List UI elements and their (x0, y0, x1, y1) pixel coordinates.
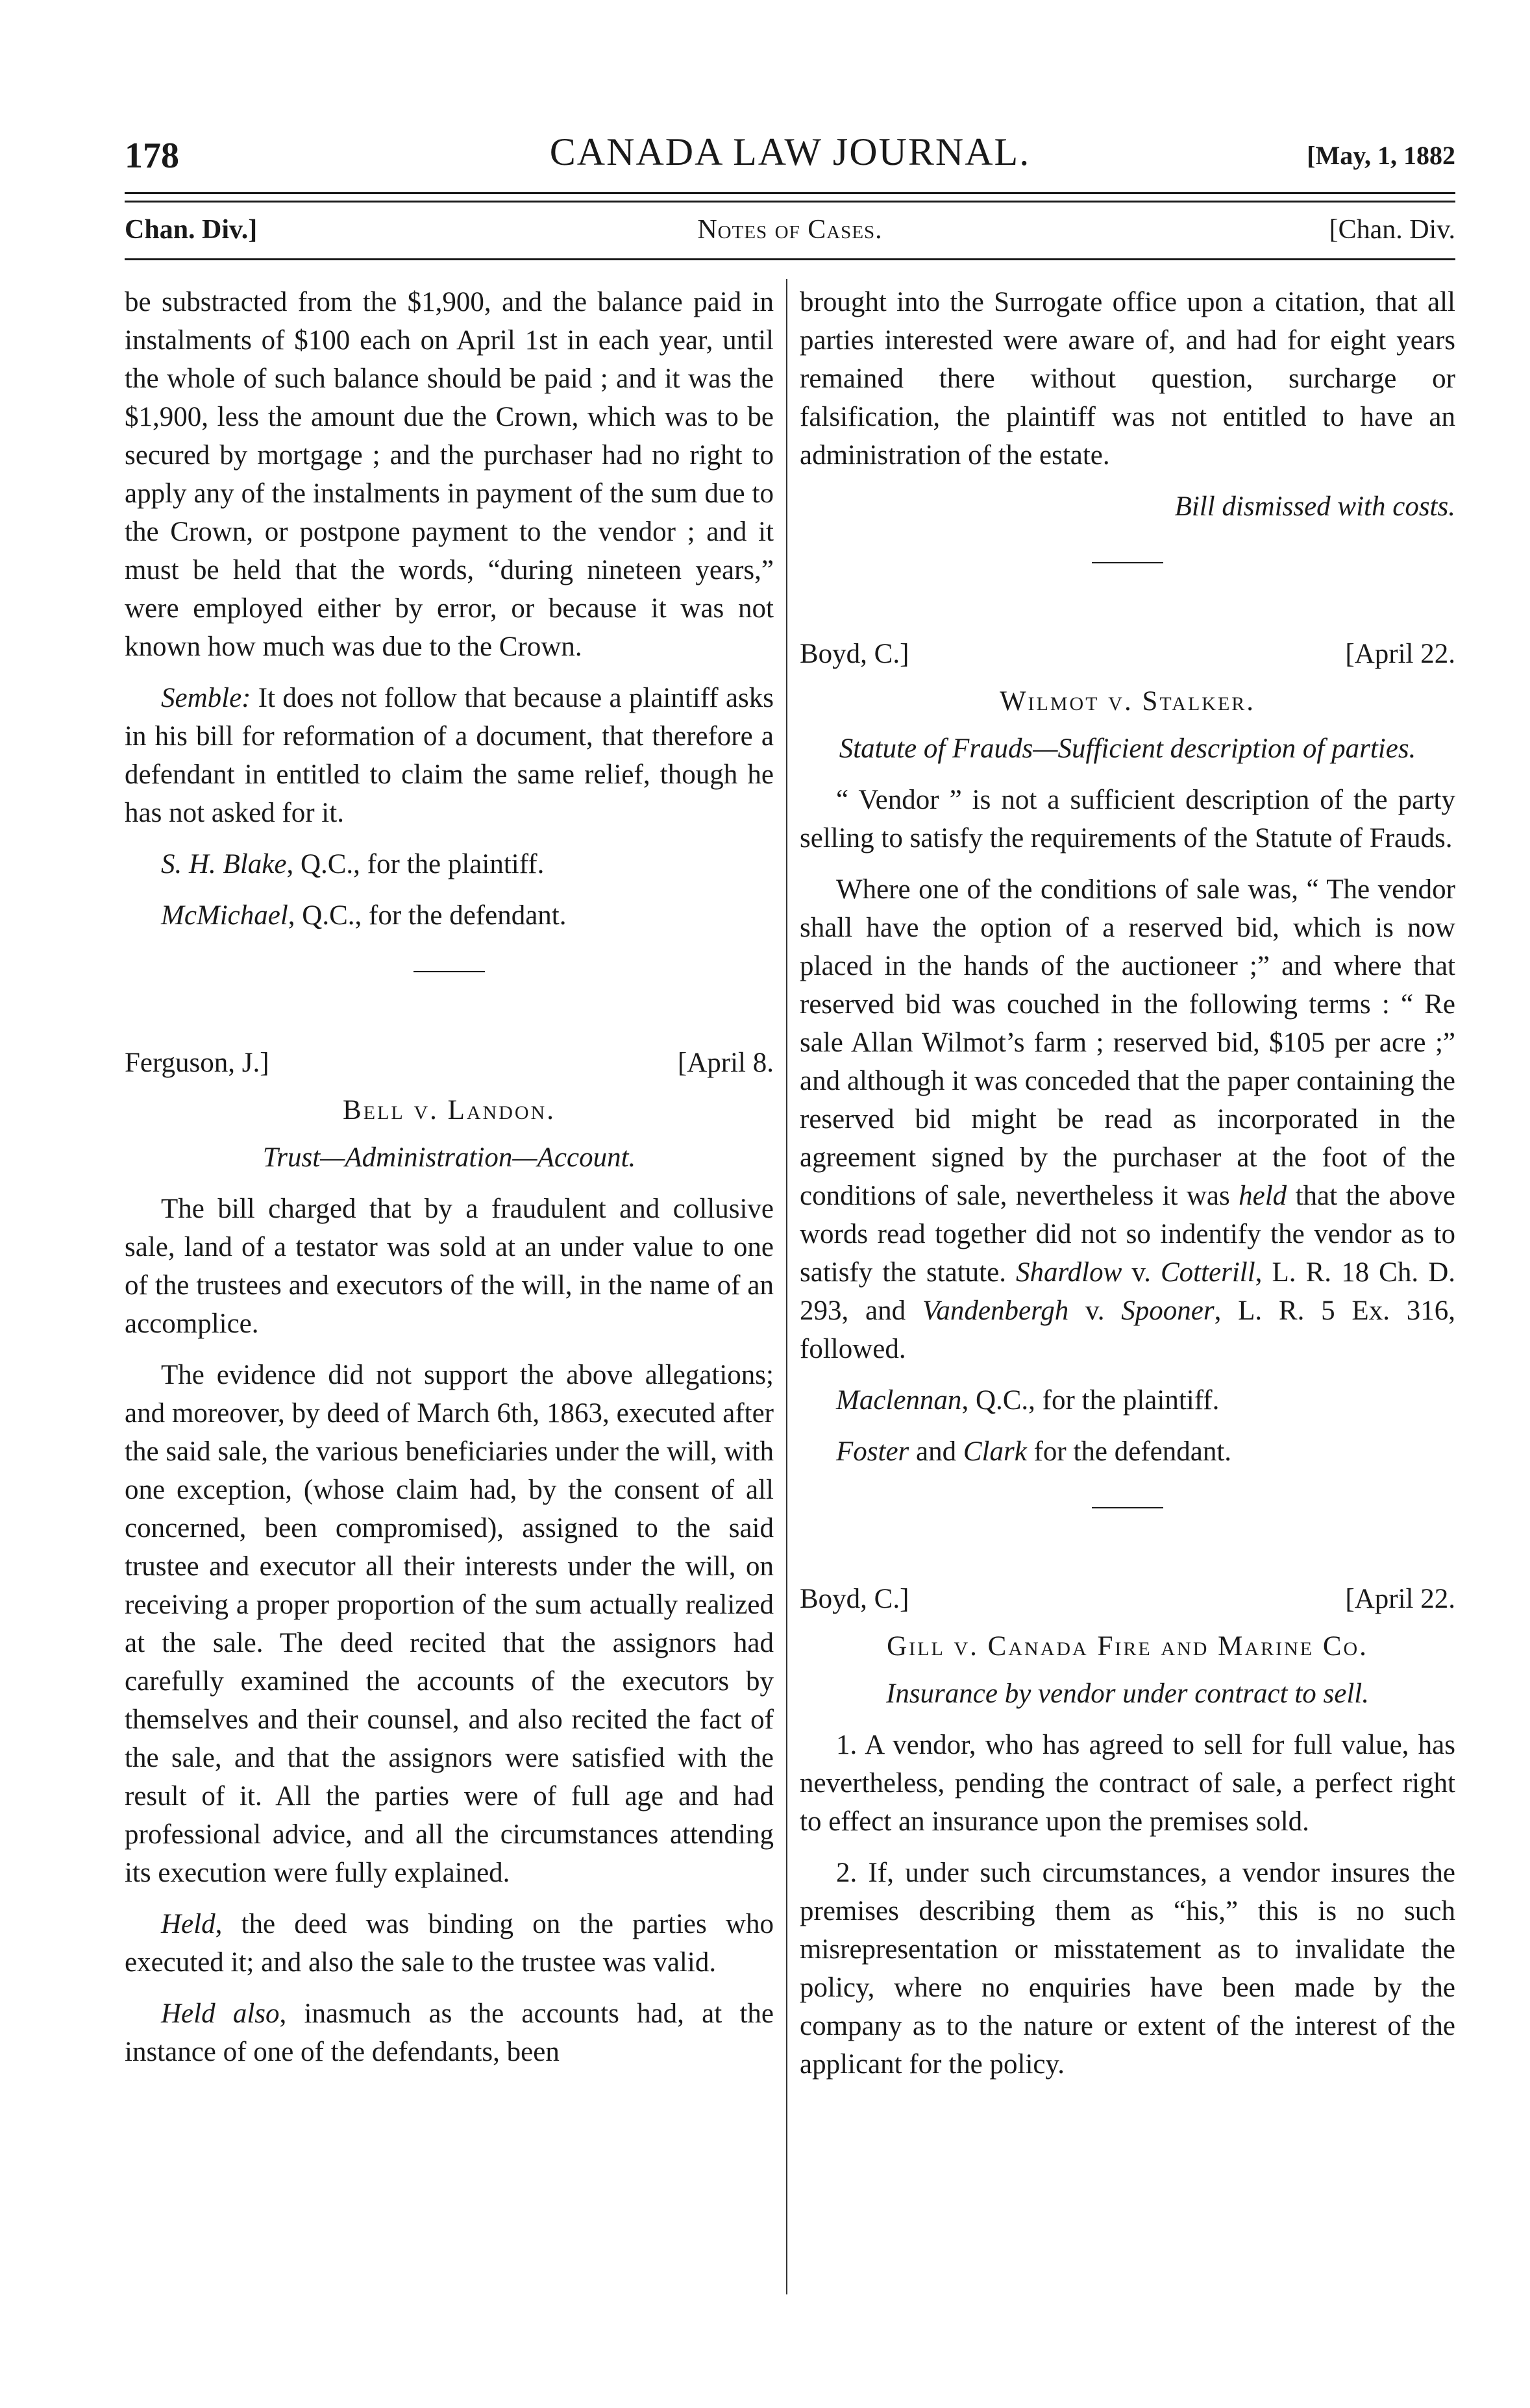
case-subject: Statute of Frauds—Sufficient description of parties. (839, 733, 1416, 764)
para-text: Where one of the conditions of sale was, “ The vendor shall have the option of a reserved bid, which is now placed in the hands of the auctioneer ;” and where that reserved bid was couched in the following terms : “ Re sale Allan Wilmot’s farm ; reserved bid, $105 per acre ;” and although it was conceded that the paper containing the reserved bid might be read as incorporated in the agreement signed by the purchaser at the foot of the conditions of sale, nevertheless it was (800, 874, 1455, 1211)
counsel-name: Maclennan (836, 1385, 962, 1416)
judgment-date: [April 8. (677, 1048, 774, 1078)
disposition-text: Bill dismissed with costs. (1174, 491, 1455, 522)
citation-ref: , L. R. 18 Ch. D. 293, and (800, 1257, 1456, 1326)
counsel-name: Clark (963, 1436, 1027, 1467)
citation-party: Spooner (1121, 1296, 1215, 1326)
section-left: Chan. Div.] (125, 215, 258, 245)
case-paragraph: 1. A vendor, who has agreed to sell for full value, has nevertheless, pending the contract of sale, a perfect right to effect an insurance upon the premises sold. (800, 1730, 1455, 1837)
case-judge-line (800, 635, 1455, 673)
semble-paragraph (125, 679, 774, 832)
disposition (800, 487, 1455, 526)
continuation-paragraph: be substracted from the $1,900, and the balance paid in instalments of $100 each on April 1st in each year, until the whole of such balance should be paid ; and it was the $1,900, less the amount due the Crown, which was to be secured by mortgage ; and the purchaser had no right to apply any of the instalments in payment of the sum due to the Crown, or postpone payment to the vendor ; and it must be held that the words, “during nineteen years,” were employed either by error, or because it was not known how much was due to the Crown. (125, 287, 774, 662)
counsel-line (125, 896, 774, 935)
citation-v: v. (1068, 1296, 1122, 1326)
case-paragraph: The bill charged that by a fraudulent and collusive sale, land of a testator was sold at an under value to one of the trustees and executors of the will, in the name of an accomplice. (125, 1194, 774, 1339)
held-paragraph (125, 1905, 774, 1982)
counsel-and: and (909, 1436, 963, 1467)
judge-name: Boyd, C.] (800, 639, 909, 669)
case-separator (1092, 1507, 1163, 1508)
section-header (125, 214, 1455, 253)
running-head (125, 130, 1455, 182)
case-title: Bell v. Landon. (343, 1095, 556, 1125)
section-right: [Chan. Div. (1329, 215, 1455, 245)
held-text: , the deed was binding on the parties who executed it; and also the sale to the trustee was valid. (125, 1909, 774, 1978)
case-title: Gill v. Canada Fire and Marine Co. (887, 1631, 1368, 1662)
semble-text: It does not follow that because a plaintiff asks in his bill for reformation of a document, that therefore a defendant in entitled to claim the same relief, though he has not asked for it. (125, 683, 774, 828)
counsel-role: , Q.C., for the plaintiff. (961, 1385, 1220, 1416)
held-also-text: , inasmuch as the accounts had, at the instance of one of the defendants, been (125, 1998, 774, 2067)
counsel-line (800, 1432, 1455, 1471)
citation-ref: , L. R. 5 Ex. 316, followed. (800, 1296, 1455, 1364)
citation-party: Shardlow (1016, 1257, 1122, 1288)
counsel-name: McMichael (161, 900, 288, 931)
case-paragraph: 2. If, under such circumstances, a vendor insures the premises describing them as “his,” this is no such misrepresentation or misstatement as to invalidate the policy, where no enquiries have been made by the company as to the nature or extent of the interest of the applicant for the policy. (800, 1858, 1455, 2080)
counsel-name: S. H. Blake (161, 849, 287, 879)
case-subject: Trust—Administration—Account. (262, 1142, 636, 1173)
continuation-paragraph: brought into the Surrogate office upon a citation, that all parties interested were aware of, and had for eight years remained there without question, surcharge or falsification, the plaintiff was not entitled to have an administration of the estate. (800, 287, 1455, 471)
page-number: 178 (125, 136, 179, 176)
para-text: that the above words read together did not so indentify the vendor as to satisfy the statute. (800, 1181, 1455, 1288)
judge-name: Ferguson, J.] (125, 1048, 269, 1078)
counsel-role: for the defendant. (1026, 1436, 1232, 1467)
issue-date: [May, 1, 1882 (1307, 141, 1455, 170)
citation-party: Cotterill (1160, 1257, 1255, 1288)
held-label: Held (161, 1909, 216, 1939)
counsel-line (800, 1381, 1455, 1419)
counsel-role: , Q.C., for the defendant. (288, 900, 567, 931)
case-judge-line (800, 1580, 1455, 1618)
right-column (800, 283, 1455, 2096)
counsel-name: Foster (836, 1436, 909, 1467)
case-judge-line (125, 1044, 774, 1082)
semble-label: Semble: (161, 683, 251, 713)
judgment-date: [April 22. (1345, 639, 1455, 669)
case-paragraph: “ Vendor ” is not a sufficient description of the party selling to satisfy the requirements of the Statute of Frauds. (800, 785, 1455, 854)
judge-name: Boyd, C.] (800, 1584, 909, 1614)
held-also-paragraph (125, 1995, 774, 2071)
case-paragraph: The evidence did not support the above allegations; and moreover, by deed of March 6th, 1863, executed after the said sale, the various beneficiaries under the will, with one exception, (whose claim had, by the consent of all concerned, been compromised), assigned to the said trustee and executor all their interests under the will, on receiving a proper proportion of the sum actually realized at the sale. The deed recited that the assignors had carefully examined the accounts of the executors by themselves and their counsel, and also recited the fact of the sale, and that the assignors were satisfied with the result of it. All the parties were of full age and had professional advice, and all the circumstances attending its execution were fully explained. (125, 1360, 774, 1888)
case-subject: Insurance by vendor under contract to sell. (886, 1678, 1369, 1709)
held-word: held (1239, 1181, 1287, 1211)
header-double-rule (125, 192, 1455, 203)
case-separator (1092, 562, 1163, 563)
case-title: Wilmot v. Stalker. (999, 686, 1256, 717)
section-rule (125, 258, 1455, 260)
counsel-role: , Q.C., for the plaintiff. (286, 849, 545, 879)
counsel-line (125, 845, 774, 883)
held-also-label: Held also (161, 1998, 280, 2029)
journal-title: CANADA LAW JOURNAL. (549, 130, 1031, 173)
judgment-date: [April 22. (1345, 1584, 1455, 1614)
case-separator (413, 971, 485, 972)
left-column (125, 283, 774, 2084)
citation-v: v. (1122, 1257, 1161, 1288)
case-paragraph (800, 870, 1455, 1368)
column-divider (786, 279, 787, 2294)
section-center: Notes of Cases. (697, 215, 883, 245)
citation-party: Vandenbergh (922, 1296, 1069, 1326)
